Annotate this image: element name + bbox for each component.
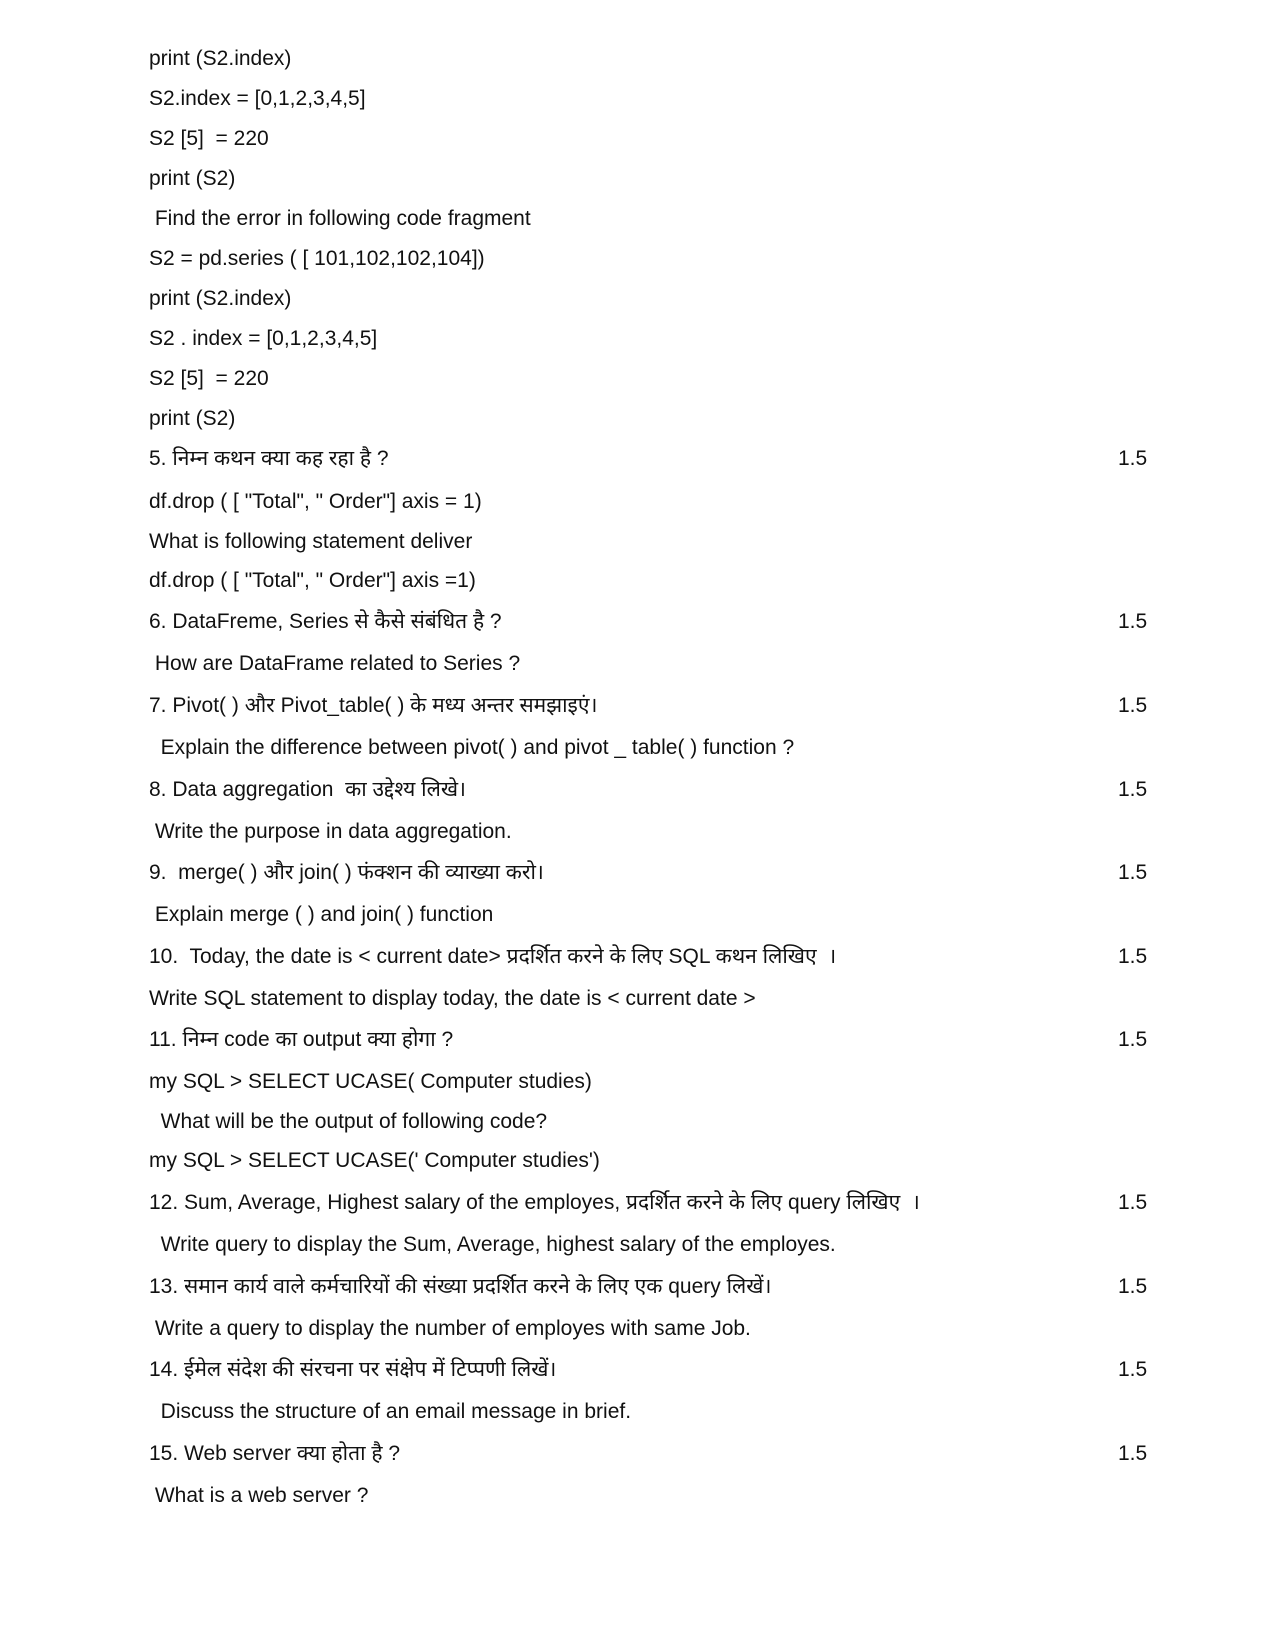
question-10-hindi: 10. Today, the date is < current date> प्रदर्शित करने के लिए SQL कथन लिखिए ।	[149, 945, 837, 968]
question-5-marks: 1.5	[1118, 447, 1148, 470]
code-line: my SQL > SELECT UCASE( Computer studies)	[149, 1070, 592, 1093]
code-line: print (S2)	[149, 407, 236, 430]
question-15-english: What is a web server ?	[149, 1484, 369, 1507]
question-11-english: What will be the output of following code?	[149, 1110, 548, 1133]
code-line: S2 [5] = 220	[149, 367, 269, 390]
question-8-hindi: 8. Data aggregation का उद्देश्य लिखे।	[149, 778, 466, 801]
question-12-hindi: 12. Sum, Average, Highest salary of the employes, प्रदर्शित करने के लिए query लिखिए ।	[149, 1191, 920, 1214]
question-10-marks: 1.5	[1118, 945, 1148, 968]
question-14-marks: 1.5	[1118, 1358, 1148, 1381]
code-line: df.drop ( [ "Total", " Order"] axis = 1)	[149, 490, 482, 513]
question-9-marks: 1.5	[1118, 861, 1148, 884]
question-6-english: How are DataFrame related to Series ?	[149, 652, 521, 675]
question-6-marks: 1.5	[1118, 610, 1148, 633]
question-11-hindi: 11. निम्न code का output क्या होगा ?	[149, 1028, 454, 1051]
question-8-marks: 1.5	[1118, 778, 1148, 801]
question-12-english: Write query to display the Sum, Average, highest salary of the employes.	[149, 1233, 836, 1256]
code-line: print (S2)	[149, 167, 236, 190]
question-english: Find the error in following code fragment	[149, 207, 531, 230]
question-11-marks: 1.5	[1118, 1028, 1148, 1051]
code-line: S2 [5] = 220	[149, 127, 269, 150]
question-5-english: What is following statement deliver	[149, 530, 473, 553]
question-10-english: Write SQL statement to display today, the date is < current date >	[149, 987, 756, 1010]
code-line: print (S2.index)	[149, 47, 292, 70]
code-line: S2 = pd.series ( [ 101,102,102,104])	[149, 247, 485, 270]
question-13-english: Write a query to display the number of employes with same Job.	[149, 1317, 751, 1340]
code-line: print (S2.index)	[149, 287, 292, 310]
question-13-hindi: 13. समान कार्य वाले कर्मचारियों की संख्या प्रदर्शित करने के लिए एक query लिखें।	[149, 1275, 772, 1298]
code-line: df.drop ( [ "Total", " Order"] axis =1)	[149, 569, 476, 592]
question-8-english: Write the purpose in data aggregation.	[149, 820, 512, 843]
question-12-marks: 1.5	[1118, 1191, 1148, 1214]
question-15-hindi: 15. Web server क्या होता है ?	[149, 1442, 401, 1465]
question-14-hindi: 14. ईमेल संदेश की संरचना पर संक्षेप में टिप्पणी लिखें।	[149, 1358, 557, 1381]
question-9-hindi: 9. merge( ) और join( ) फंक्शन की व्याख्या करो।	[149, 861, 544, 884]
question-7-hindi: 7. Pivot( ) और Pivot_table( ) के मध्य अन्तर समझाइएं।	[149, 694, 598, 717]
question-6-hindi: 6. DataFreme, Series से कैसे संबंधित है ?	[149, 610, 502, 633]
code-line: S2 . index = [0,1,2,3,4,5]	[149, 327, 378, 350]
question-7-english: Explain the difference between pivot( ) and pivot _ table( ) function ?	[149, 736, 795, 759]
question-15-marks: 1.5	[1118, 1442, 1148, 1465]
question-13-marks: 1.5	[1118, 1275, 1148, 1298]
question-14-english: Discuss the structure of an email message in brief.	[149, 1400, 632, 1423]
question-9-english: Explain merge ( ) and join( ) function	[149, 903, 494, 926]
code-line: S2.index = [0,1,2,3,4,5]	[149, 87, 366, 110]
code-line: my SQL > SELECT UCASE(' Computer studies')	[149, 1149, 600, 1172]
question-5-hindi: 5. निम्न कथन क्या कह रहा है ?	[149, 447, 389, 470]
question-7-marks: 1.5	[1118, 694, 1148, 717]
